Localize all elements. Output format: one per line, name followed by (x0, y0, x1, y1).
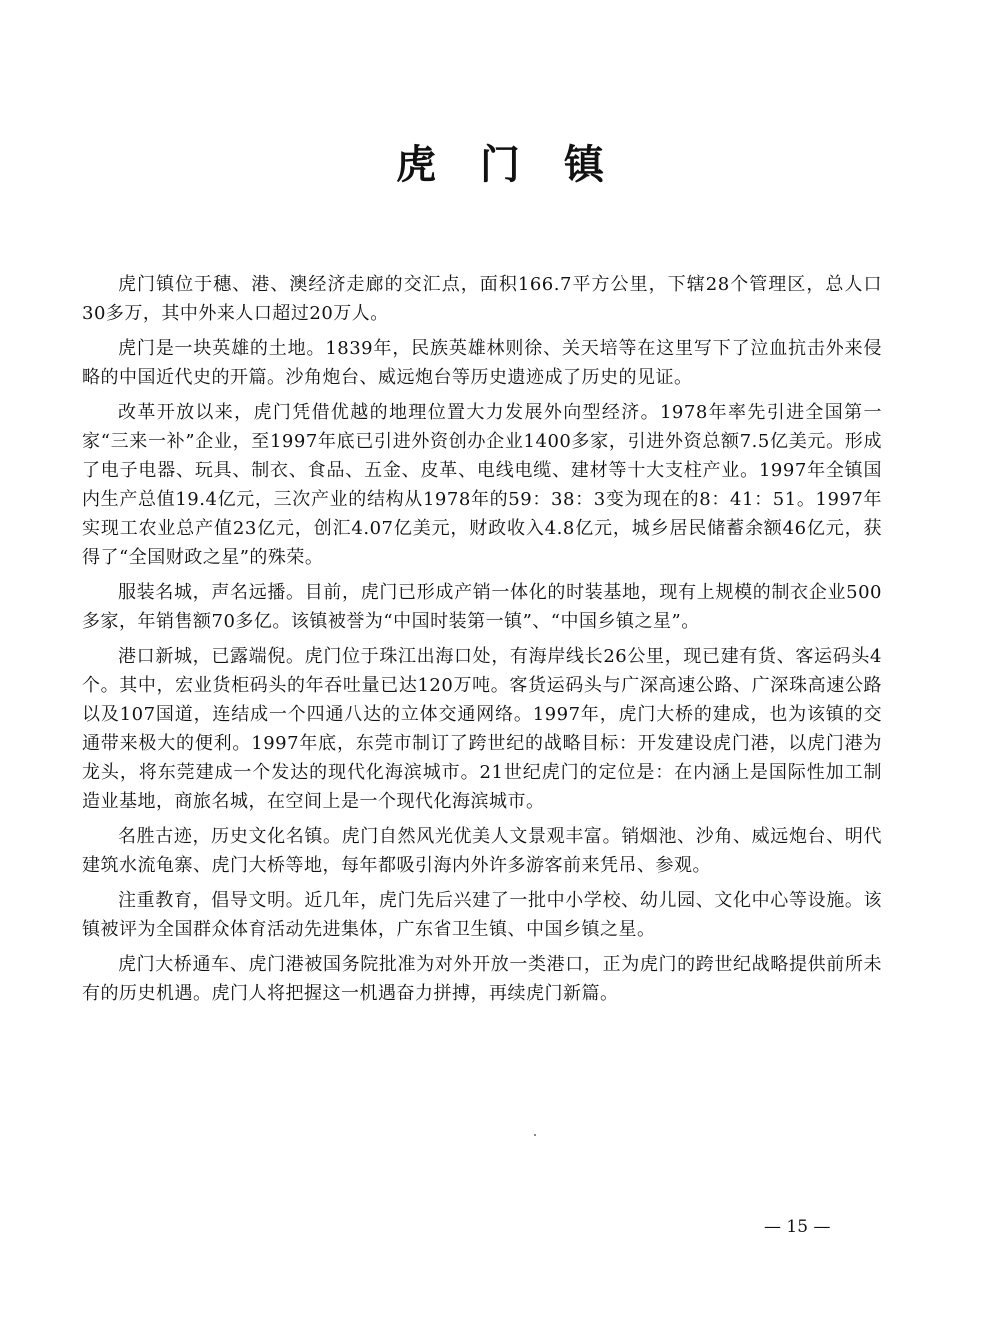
paragraph-opportunity: 虎门大桥通车、虎门港被国务院批准为对外开放一类港口，正为虎门的跨世纪战略提供前所未有的历史机遇。虎门人将把握这一机遇奋力拼搏，再续虎门新篇。 (82, 954, 882, 1004)
paragraph-education: 注重教育，倡导文明。近几年，虎门先后兴建了一批中小学校、幼儿园、文化中心等设施。该镇被评为全国群众体育活动先进集体，广东省卫生镇、中国乡镇之星。 (82, 890, 882, 940)
article-body (82, 270, 882, 1014)
paragraph-port-city: 港口新城，已露端倪。虎门位于珠江出海口处，有海岸线长26公里，现已建有货、客运码头4个。其中，宏业货柜码头的年吞吐量已达120万吨。客货运码头与广深高速公路、广深珠高速公路以及107国道，连结成一个四通八达的立体交通网络。1997年，虎门大桥的建成，也为该镇的交通带来极大的便利。1997年底，东莞市制订了跨世纪的战略目标：开发建设虎门港，以虎门港为龙头，将东莞建成一个发达的现代化海滨城市。21世纪虎门的定位是：在内涵上是国际性加工制造业基地，商旅名城，在空间上是一个现代化海滨城市。 (82, 646, 882, 812)
page-number: — 15 — (764, 1217, 831, 1237)
paragraph-location: 虎门镇位于穗、港、澳经济走廊的交汇点，面积166.7平方公里，下辖28个管理区，总人口30多万，其中外来人口超过20万人。 (82, 274, 882, 324)
paragraph-economy: 改革开放以来，虎门凭借优越的地理位置大力发展外向型经济。1978年率先引进全国第一家“三来一补”企业，至1997年底已引进外资创办企业1400多家，引进外资总额7.5亿美元。形成了电子电器、玩具、制衣、食品、五金、皮革、电线电缆、建材等十大支柱产业。1997年全镇国内生产总值19.4亿元，三次产业的结构从1978年的59：38：3变为现在的8：41：51。1997年实现工农业总产值23亿元，创汇4.07亿美元，财政收入4.8亿元，城乡居民储蓄余额46亿元，获得了“全国财政之星”的殊荣。 (82, 402, 882, 568)
page-title: 虎门镇 (396, 142, 648, 188)
paragraph-garment-city: 服装名城，声名远播。目前，虎门已形成产销一体化的时装基地，现有上规模的制衣企业500多家，年销售额70多亿。该镇被誉为“中国时装第一镇”、“中国乡镇之星”。 (82, 582, 882, 632)
scan-speck (534, 1134, 536, 1136)
paragraph-history: 虎门是一块英雄的土地。1839年，民族英雄林则徐、关天培等在这里写下了泣血抗击外来侵略的中国近代史的开篇。沙角炮台、威远炮台等历史遗迹成了历史的见证。 (82, 338, 882, 388)
paragraph-heritage: 名胜古迹，历史文化名镇。虎门自然风光优美人文景观丰富。销烟池、沙角、威远炮台、明代建筑水流龟寨、虎门大桥等地，每年都吸引海内外许多游客前来凭吊、参观。 (82, 826, 882, 876)
